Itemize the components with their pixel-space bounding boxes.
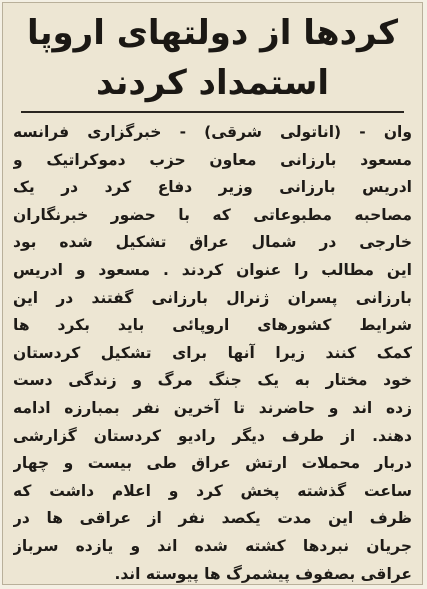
- headline-line-2: استمداد کردند: [95, 63, 330, 103]
- body-line: دهند. از طرف دیگر رادیو کردستان گزارشی: [13, 426, 412, 445]
- body-line: کمک کنند زیرا آنها برای تشکیل کردستان: [13, 343, 412, 362]
- body-line: خارجی در شمال عراق تشکیل شده بود: [13, 233, 412, 252]
- body-line: مسعود بارزانی معاون حزب دموکراتیک و: [13, 150, 412, 169]
- body-line: بارزانی پسران ژنرال بارزانی گفتند در این: [13, 288, 412, 307]
- body-line: جریان نبردها کشته شده اند و یازده سرباز: [13, 536, 412, 555]
- body-line: زده اند و حاضرند تا آخرین نفر بمبارزه ادامه: [13, 398, 412, 417]
- body-line: عراقی بصفوف پیشمرگ ها پیوسته اند.: [114, 564, 412, 583]
- body-line: خود مختار به یک جنگ مرگ و زندگی دست: [13, 371, 412, 390]
- body-line: دربار محملات ارتش عراق طی بیست و چهار: [13, 454, 412, 473]
- body-line: ساعت گذشته پخش کرد و اعلام داشت که: [13, 481, 412, 500]
- body-line: مصاحبه مطبوعاتی که با حضور خبرنگاران: [13, 205, 412, 224]
- article-body: [13, 119, 412, 585]
- headline-line-1: کردها از دولتهای اروپا: [27, 13, 398, 53]
- body-line: وان - (اناتولی شرقی) - خبرگزاری فرانسه: [13, 123, 412, 141]
- body-line: ظرف این مدت یکصد نفر از عراقی ها در: [13, 509, 412, 528]
- body-line: شرایط کشورهای اروپائی باید بکرد ها: [13, 316, 412, 335]
- headline-divider: [21, 111, 404, 113]
- body-line: ادریس بارزانی وزیر دفاع کرد در یک: [13, 178, 412, 197]
- body-line: این مطالب را عنوان کردند . مسعود و ادریس: [13, 260, 412, 279]
- newspaper-clipping: [2, 2, 423, 585]
